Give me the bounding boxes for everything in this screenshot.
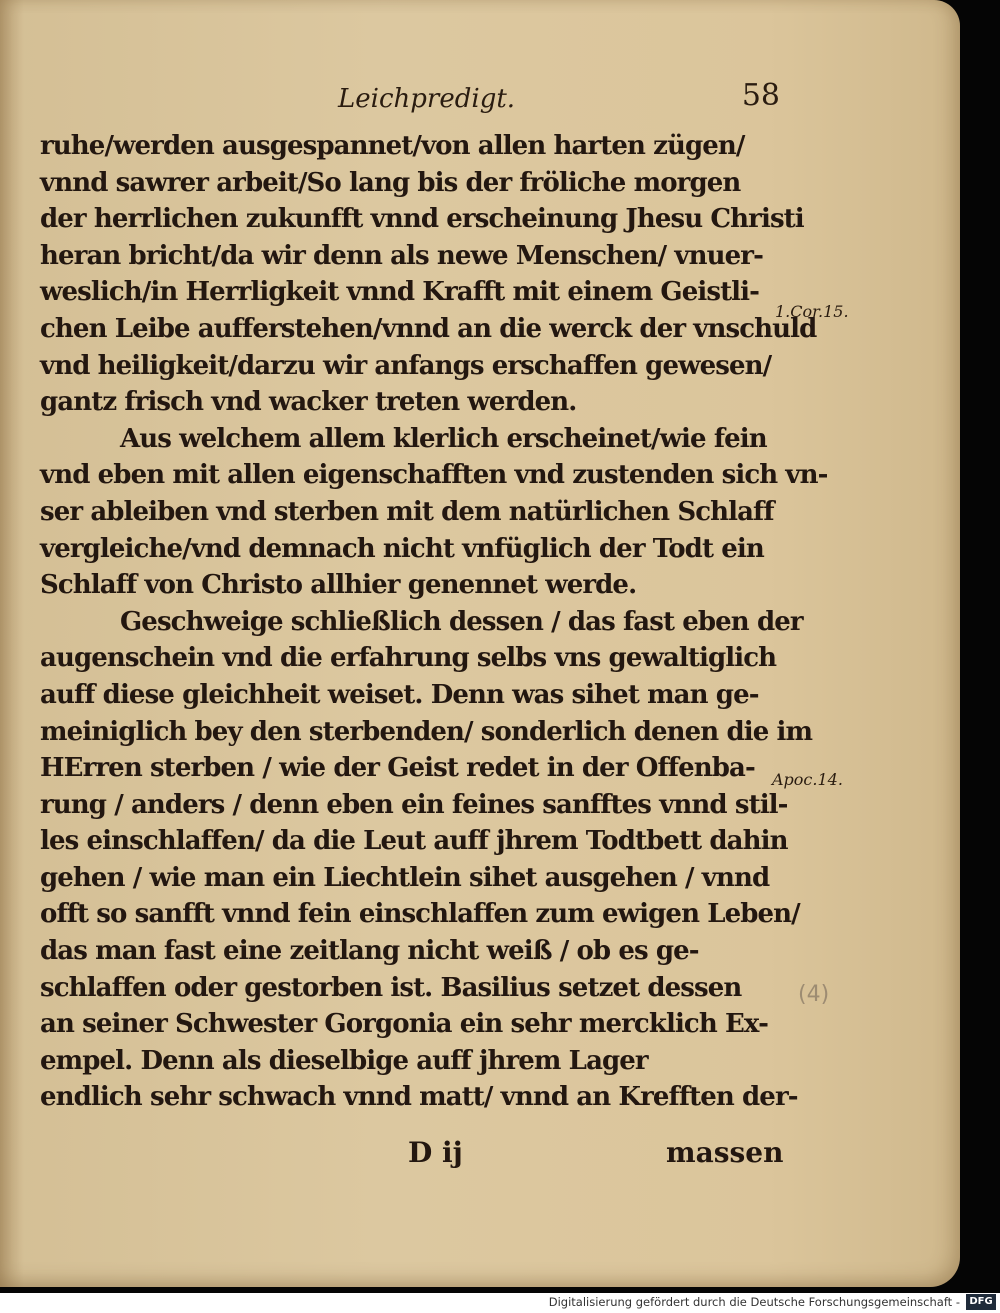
pencil-mark: (4) bbox=[798, 982, 830, 1007]
text-line: schlaffen oder gestorben ist. Basilius setzet dessen bbox=[40, 972, 742, 1003]
page-gutter-shadow bbox=[0, 0, 24, 1287]
catchword: massen bbox=[666, 1136, 784, 1169]
running-head: Leichpredigt. bbox=[338, 84, 516, 114]
text-line: chen Leibe aufferstehen/vnnd an die werck der vnschuld bbox=[40, 313, 817, 344]
text-line: gantz frisch vnd wacker treten werden. bbox=[40, 387, 577, 418]
text-line: augenschein vnd die erfahrung selbs vns gewaltiglich bbox=[40, 643, 777, 674]
page-footer bbox=[40, 1136, 784, 1176]
text-line: weslich/in Herrligkeit vnnd Krafft mit einem Geistli- bbox=[40, 277, 760, 308]
page-number: 58 bbox=[741, 78, 780, 113]
page-header bbox=[60, 78, 780, 124]
text-line: HErren sterben / wie der Geist redet in der Offenba- bbox=[40, 753, 755, 784]
text-line: das man fast eine zeitlang nicht weiß / ob es ge- bbox=[40, 936, 699, 967]
text-line-paragraph-start: Geschweige schließlich dessen / das fast eben der bbox=[120, 606, 803, 637]
text-line: ser ableiben vnd sterben mit dem natürlichen Schlaff bbox=[40, 496, 774, 527]
text-line: ruhe/werden ausgespannet/von allen harten zügen/ bbox=[40, 131, 745, 161]
text-line: der herrlichen zukunfft vnnd erscheinung Jhesu Christi bbox=[40, 204, 804, 235]
text-line: vnd eben mit allen eigenschafften vnd zustenden sich vn- bbox=[40, 460, 828, 491]
credit-bar bbox=[0, 1293, 1000, 1313]
text-line: Schlaff von Christo allhier genennet werde. bbox=[40, 570, 637, 601]
margin-note-apoc: Apoc.14. bbox=[772, 770, 843, 789]
text-line: vnd heiligkeit/darzu wir anfangs erschaffen gewesen/ bbox=[40, 350, 772, 381]
text-line: les einschlaffen/ da die Leut auff jhrem Todtbett dahin bbox=[40, 826, 788, 857]
text-line: gehen / wie man ein Liechtlein sihet ausgehen / vnnd bbox=[40, 862, 770, 893]
text-line: endlich sehr schwach vnnd matt/ vnnd an Krefften der- bbox=[40, 1082, 798, 1113]
dfg-logo: DFG bbox=[966, 1294, 996, 1310]
signature-mark: D ij bbox=[408, 1136, 463, 1169]
text-line: offt so sanfft vnnd fein einschlaffen zum ewigen Leben/ bbox=[40, 899, 800, 930]
text-line: vnnd sawrer arbeit/So lang bis der fröliche morgen bbox=[40, 167, 741, 198]
text-line: meiniglich bey den sterbenden/ sonderlich denen die im bbox=[40, 716, 813, 747]
text-line: rung / anders / denn eben ein feines sanfftes vnnd stil- bbox=[40, 789, 788, 820]
text-line: vergleiche/vnd demnach nicht vnfüglich der Todt ein bbox=[40, 533, 764, 564]
text-line-paragraph-start: Aus welchem allem klerlich erscheinet/wie fein bbox=[120, 423, 767, 454]
text-line: auff diese gleichheit weiset. Denn was sihet man ge- bbox=[40, 679, 759, 710]
margin-note-cor: 1.Cor.15. bbox=[775, 302, 849, 321]
text-line: heran bricht/da wir denn als newe Menschen/ vnuer- bbox=[40, 240, 763, 271]
credit-text: Digitalisierung gefördert durch die Deutsche Forschungsgemeinschaft - bbox=[548, 1295, 960, 1309]
text-line: empel. Denn als dieselbige auff jhrem Lager bbox=[40, 1045, 648, 1076]
text-line: an seiner Schwester Gorgonia ein sehr mercklich Ex- bbox=[40, 1009, 768, 1040]
